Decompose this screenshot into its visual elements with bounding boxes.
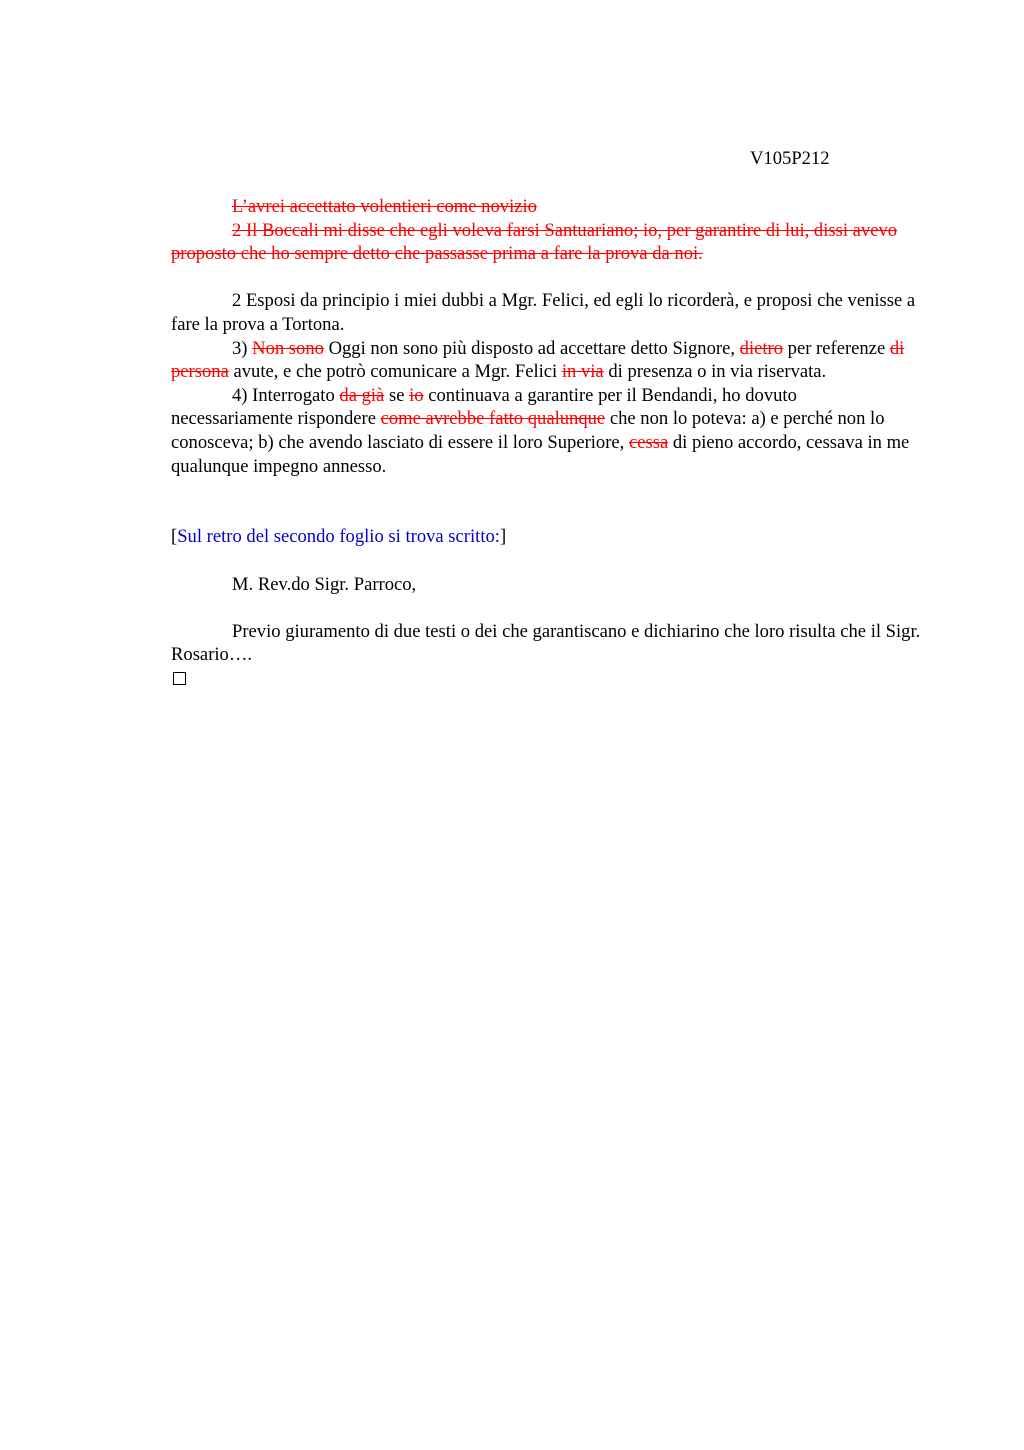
- document-body: [171, 195, 923, 691]
- text-run: avute, e che potrò comunicare a Mgr. Felici: [228, 361, 562, 383]
- bracket-open: [: [171, 526, 178, 548]
- paragraph-4: [171, 384, 923, 478]
- checkbox-icon: [171, 667, 923, 692]
- bracket-close: ]: [499, 526, 507, 548]
- deleted-text: di persona: [171, 337, 905, 383]
- deleted-text: in via: [561, 361, 604, 383]
- deleted-text: come avrebbe fatto qualunque: [380, 408, 606, 430]
- text-run: per referenze: [783, 337, 890, 359]
- deleted-text: Non sono: [252, 337, 324, 359]
- text-run: 4) Interrogato: [232, 384, 340, 406]
- final-paragraph: Previo giuramento di due testi o dei che garantiscano e dichiarino che loro risulta che il Sigr. Rosario….: [171, 620, 921, 666]
- page-identifier: V105P212: [750, 148, 830, 169]
- deleted-text: dietro: [739, 337, 784, 359]
- text-run: di pieno accordo, cessava in me qualunque impegno annesso.: [171, 431, 910, 477]
- deleted-text: 2 Il Boccali mi disse che egli voleva farsi Santuariano; io, per garantire di lui, dissi avevo proposto che ho sempre detto che passasse prima a fare la prova da noi.: [171, 219, 898, 265]
- salutation: M. Rev.do Sigr. Parroco,: [232, 573, 417, 595]
- text-run: se: [384, 384, 410, 406]
- deleted-text: L’avrei accettato volentieri come novizio: [232, 196, 537, 217]
- text-run: che non lo poteva: a) e perché non lo conosceva; b) che avendo lasciato di essere il loro Superiore,: [171, 408, 885, 453]
- deleted-text: io: [409, 384, 424, 406]
- paragraph-2: 2 Esposi da principio i miei dubbi a Mgr. Felici, ed egli lo ricorderà, e proposi che venisse a fare la prova a Tortona.: [171, 290, 916, 335]
- editorial-note: [171, 525, 923, 549]
- text-run: continuava a garantire per il Bendandi, ho dovuto necessariamente rispondere: [171, 384, 797, 430]
- text-run: di presenza o in via riservata.: [603, 361, 827, 383]
- deleted-text: cessa: [628, 431, 669, 453]
- deleted-line: [171, 195, 923, 219]
- empty-square-icon: [173, 672, 186, 685]
- deleted-paragraph: [171, 219, 923, 266]
- paragraph-3: [171, 337, 923, 384]
- text-run: Oggi non sono più disposto ad accettare detto Signore,: [323, 337, 740, 359]
- editorial-note-text: Sul retro del secondo foglio si trova scritto:: [177, 526, 500, 548]
- text-run: 3): [232, 337, 253, 359]
- deleted-text: da già: [339, 384, 385, 406]
